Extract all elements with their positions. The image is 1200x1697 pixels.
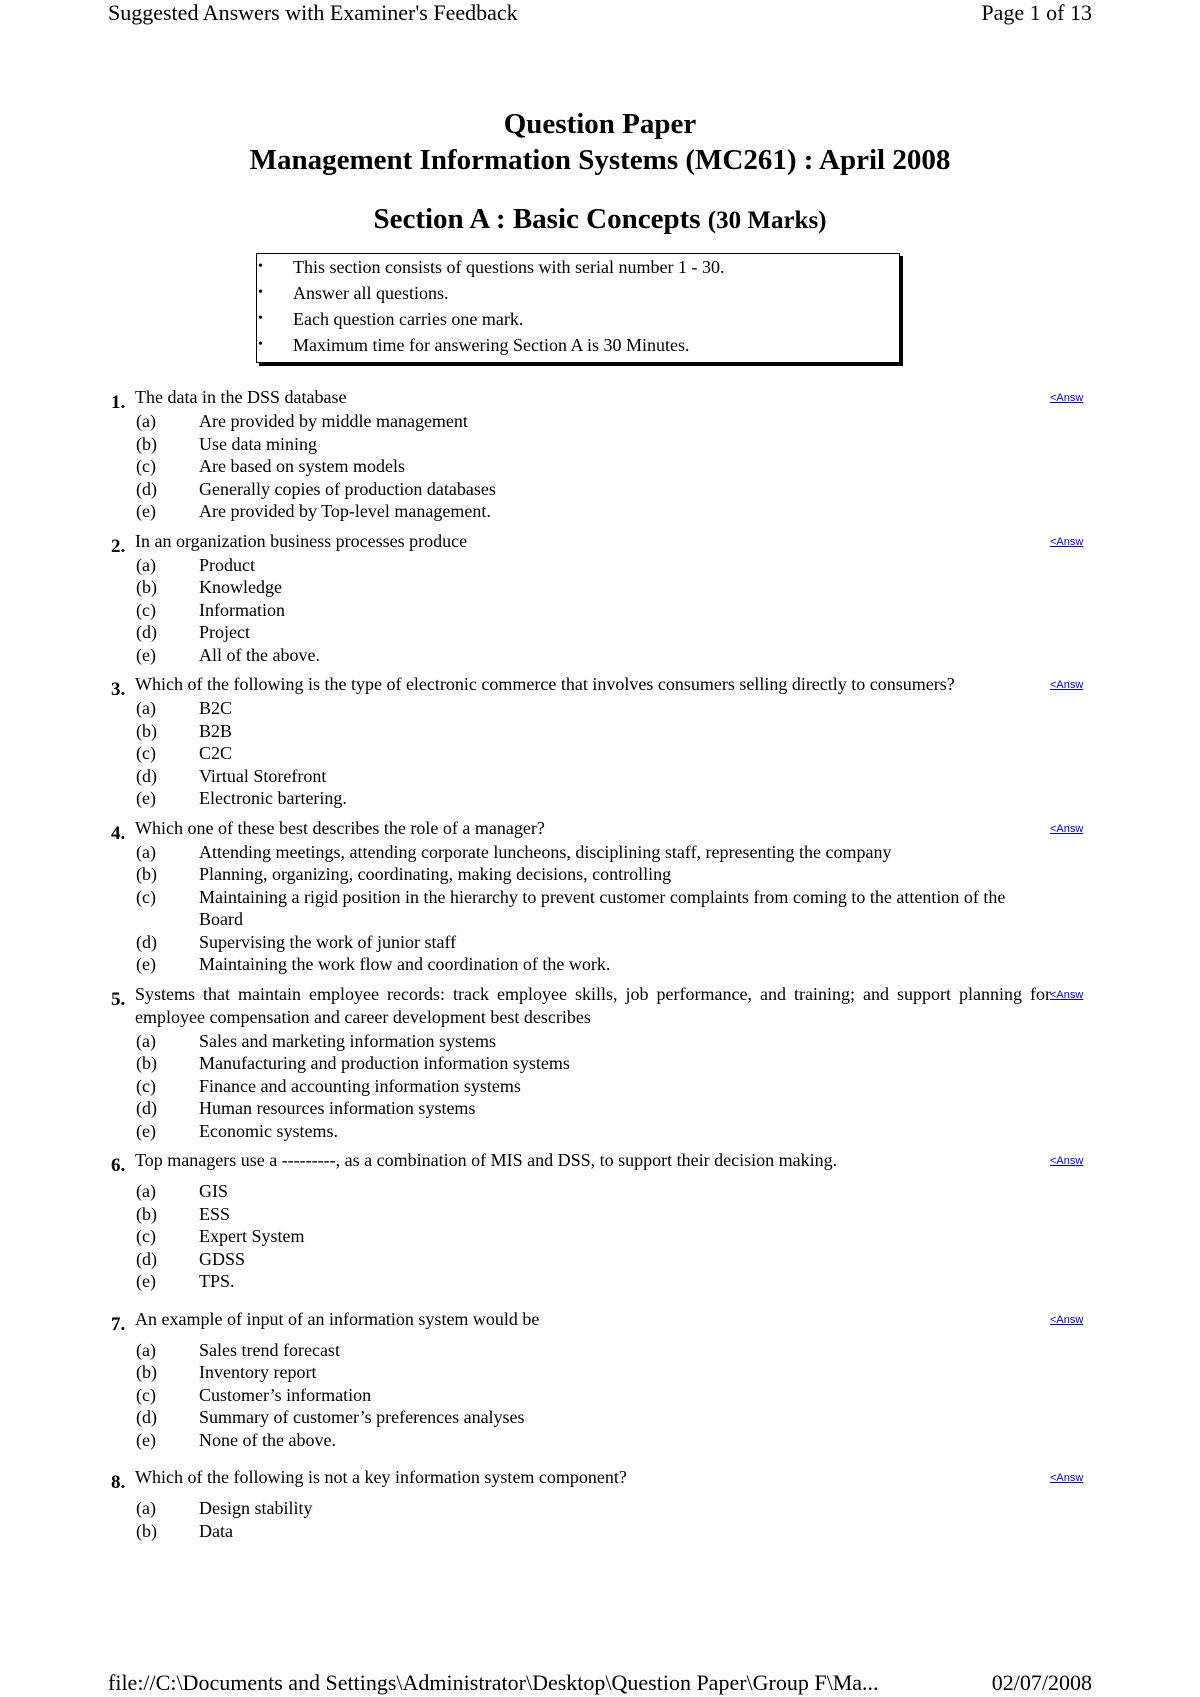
options-list <box>108 410 1098 523</box>
answer-link[interactable]: <Answ <box>1050 392 1084 404</box>
option-item <box>108 720 1098 743</box>
option-text: Summary of customer’s preferences analyses <box>199 1407 525 1427</box>
option-text: Customer’s information <box>199 1384 372 1405</box>
answer-link[interactable]: <Answ <box>1050 1155 1084 1167</box>
option-text: Manufacturing and production information systems <box>199 1053 570 1073</box>
option-item <box>108 1248 1098 1271</box>
option-item <box>108 410 1098 433</box>
question-stem: Top managers use a ---------, as a combination of MIS and DSS, to support their decision making. <box>135 1150 838 1170</box>
instruction-item <box>257 280 899 306</box>
option-text: Maintaining the work flow and coordination of the work. <box>199 954 611 974</box>
print-date: 02/07/2008 <box>991 1670 1092 1695</box>
question-item <box>108 1466 1098 1542</box>
option-item <box>108 455 1098 478</box>
instructions-box <box>256 253 900 363</box>
question-item <box>108 817 1098 976</box>
option-text: C2C <box>199 743 233 763</box>
option-item <box>108 1075 1098 1098</box>
option-label: (e) <box>136 1120 156 1141</box>
option-item <box>108 1052 1098 1075</box>
option-label: (b) <box>136 864 157 884</box>
answer-link[interactable]: <Answ <box>1050 535 1084 548</box>
option-label: (e) <box>136 644 156 665</box>
option-item <box>108 1225 1098 1248</box>
answer-link[interactable]: <Answ <box>1050 822 1084 835</box>
question-number: 3. <box>111 679 126 700</box>
question-stem: Which of the following is the type of electronic commerce that involves consumers selling directly to consumers? <box>135 674 955 694</box>
option-item <box>108 1180 1098 1203</box>
option-label: (d) <box>136 478 157 499</box>
option-item <box>108 1339 1098 1362</box>
option-label: (e) <box>136 1271 156 1291</box>
option-item <box>108 500 1098 523</box>
question-item <box>108 983 1098 1143</box>
option-text: Product <box>199 554 255 575</box>
question-stem: The data in the DSS database <box>135 387 347 407</box>
question-number: 4. <box>111 822 126 844</box>
option-item <box>108 1497 1098 1520</box>
option-item <box>108 841 1098 864</box>
option-text: Human resources information systems <box>199 1098 476 1118</box>
file-path: file://C:\Documents and Settings\Administrator\Desktop\Question Paper\Group F\Ma... <box>108 1670 879 1695</box>
option-item <box>108 576 1098 599</box>
options-list <box>108 1497 1098 1542</box>
page-number: Page 1 of 13 <box>981 0 1092 25</box>
answer-link[interactable]: <Answ <box>1050 1472 1084 1484</box>
option-item <box>108 599 1098 622</box>
question-item <box>108 1308 1098 1452</box>
option-item <box>108 1384 1098 1407</box>
option-text: Attending meetings, attending corporate luncheons, disciplining staff, representing the company <box>199 841 892 862</box>
instruction-text: This section consists of questions with serial number 1 - 30. <box>293 257 725 277</box>
option-item <box>108 1520 1098 1543</box>
option-text: Supervising the work of junior staff <box>199 931 457 952</box>
instructions-list <box>257 254 899 358</box>
option-text: Design stability <box>199 1498 313 1518</box>
option-label: (c) <box>136 886 156 907</box>
option-item <box>108 787 1098 810</box>
option-item <box>108 742 1098 765</box>
option-label: (c) <box>136 1384 156 1405</box>
option-text: All of the above. <box>199 644 320 665</box>
option-label: (d) <box>136 1098 157 1118</box>
bullet-icon: • <box>258 259 263 274</box>
option-text: B2B <box>199 720 233 741</box>
option-text: Electronic bartering. <box>199 788 347 808</box>
option-label: (b) <box>136 1203 157 1224</box>
option-text: Inventory report <box>199 1362 317 1382</box>
question-number: 6. <box>111 1155 126 1176</box>
question-number: 5. <box>111 988 126 1010</box>
question-stem: In an organization business processes produce <box>135 530 468 551</box>
question-stem: Which of the following is not a key information system component? <box>135 1467 627 1487</box>
instruction-item <box>257 306 899 332</box>
question-number: 2. <box>111 535 126 557</box>
option-label: (a) <box>136 841 156 862</box>
option-label: (b) <box>136 720 157 741</box>
option-item <box>108 621 1098 644</box>
options-list <box>108 841 1098 976</box>
instruction-text: Answer all questions. <box>293 283 449 303</box>
option-label: (a) <box>136 1339 156 1360</box>
question-item <box>108 1149 1098 1293</box>
page-header-title: Suggested Answers with Examiner's Feedback <box>108 0 518 25</box>
options-list <box>108 554 1098 667</box>
option-text: Finance and accounting information systems <box>199 1075 521 1096</box>
option-item <box>108 765 1098 788</box>
bullet-icon: • <box>258 311 263 326</box>
course-title: Management Information Systems (MC261) : April 2008 <box>249 144 951 176</box>
option-label: (d) <box>136 931 157 952</box>
question-item <box>108 530 1098 667</box>
question-item <box>108 673 1098 810</box>
option-item <box>108 1120 1098 1143</box>
option-text: Sales and marketing information systems <box>199 1030 496 1051</box>
option-label: (a) <box>136 698 156 718</box>
option-text: Are provided by Top-level management. <box>199 501 491 521</box>
option-item <box>108 554 1098 577</box>
answer-link[interactable]: <Answ <box>1050 988 1084 1001</box>
option-text: B2C <box>199 698 233 718</box>
option-label: (a) <box>136 1181 156 1201</box>
option-text: Are provided by middle management <box>199 411 468 431</box>
answer-link[interactable]: <Answ <box>1050 679 1084 691</box>
option-text: TPS. <box>199 1271 235 1291</box>
option-label: (a) <box>136 411 156 431</box>
question-stem: Systems that maintain employee records: track employee skills, job performance, and training; and support planning for employee compensation and career development best describes <box>135 983 1051 1027</box>
option-label: (b) <box>136 1520 157 1541</box>
option-item <box>108 433 1098 456</box>
option-label: (a) <box>136 1030 156 1051</box>
option-label: (b) <box>136 577 157 597</box>
options-list <box>108 697 1098 810</box>
option-label: (d) <box>136 622 157 642</box>
option-label: (c) <box>136 743 156 763</box>
option-label: (b) <box>136 1053 157 1073</box>
question-number: 7. <box>111 1313 126 1335</box>
question-number: 1. <box>111 392 126 413</box>
option-item <box>108 953 1098 976</box>
question-number: 8. <box>111 1472 126 1493</box>
option-text: Project <box>199 622 250 642</box>
option-item <box>108 1030 1098 1053</box>
option-text: Use data mining <box>199 433 317 454</box>
instruction-item <box>257 254 899 280</box>
option-text: Virtual Storefront <box>199 765 327 786</box>
answer-link[interactable]: <Answ <box>1050 1313 1084 1326</box>
option-text: Data <box>199 1520 233 1541</box>
option-item <box>108 478 1098 501</box>
section-marks: (30 Marks) <box>707 207 827 234</box>
option-label: (c) <box>136 1075 156 1096</box>
option-item <box>108 644 1098 667</box>
section-heading <box>0 203 1200 236</box>
option-text: None of the above. <box>199 1429 336 1450</box>
option-text: Economic systems. <box>199 1120 338 1141</box>
option-text: GIS <box>199 1181 229 1201</box>
option-label: (c) <box>136 456 156 476</box>
option-item <box>108 931 1098 954</box>
option-text: Information <box>199 599 285 620</box>
option-label: (c) <box>136 1226 156 1246</box>
options-list <box>108 1180 1098 1293</box>
option-item <box>108 1429 1098 1452</box>
option-text: Are based on system models <box>199 456 405 476</box>
option-text: Maintaining a rigid position in the hierarchy to prevent customer complaints from coming to the attention of the Board <box>199 886 1006 929</box>
questions-list <box>108 386 1098 1557</box>
instruction-text: Each question carries one mark. <box>293 309 524 329</box>
option-label: (e) <box>136 501 156 521</box>
option-text: Generally copies of production databases <box>199 478 496 499</box>
question-stem: Which one of these best describes the role of a manager? <box>135 817 545 838</box>
instruction-text: Maximum time for answering Section A is 30 Minutes. <box>293 335 690 355</box>
option-text: Knowledge <box>199 577 282 597</box>
bullet-icon: • <box>258 337 263 352</box>
section-title: Section A : Basic Concepts <box>373 203 701 235</box>
option-text: Sales trend forecast <box>199 1339 340 1360</box>
option-label: (e) <box>136 954 156 974</box>
option-label: (b) <box>136 1362 157 1382</box>
option-label: (c) <box>136 599 156 620</box>
option-item <box>108 1361 1098 1384</box>
option-item <box>108 863 1098 886</box>
option-item <box>108 886 1098 931</box>
option-label: (e) <box>136 788 156 808</box>
question-stem: An example of input of an information system would be <box>135 1308 540 1329</box>
instruction-item <box>257 332 899 358</box>
option-text: Expert System <box>199 1226 305 1246</box>
bullet-icon: • <box>258 285 263 300</box>
paper-title: Question Paper <box>503 108 697 140</box>
option-text: ESS <box>199 1203 231 1224</box>
option-item <box>108 1406 1098 1429</box>
option-item <box>108 1203 1098 1226</box>
option-item <box>108 1097 1098 1120</box>
option-label: (d) <box>136 765 157 786</box>
option-item <box>108 697 1098 720</box>
option-item <box>108 1270 1098 1293</box>
option-label: (a) <box>136 1498 156 1518</box>
options-list <box>108 1339 1098 1452</box>
option-label: (d) <box>136 1248 157 1269</box>
question-item <box>108 386 1098 523</box>
option-label: (a) <box>136 554 156 575</box>
option-text: Planning, organizing, coordinating, making decisions, controlling <box>199 864 672 884</box>
option-label: (e) <box>136 1429 156 1450</box>
option-text: GDSS <box>199 1248 246 1269</box>
option-label: (d) <box>136 1407 157 1427</box>
option-label: (b) <box>136 433 157 454</box>
options-list <box>108 1030 1098 1143</box>
